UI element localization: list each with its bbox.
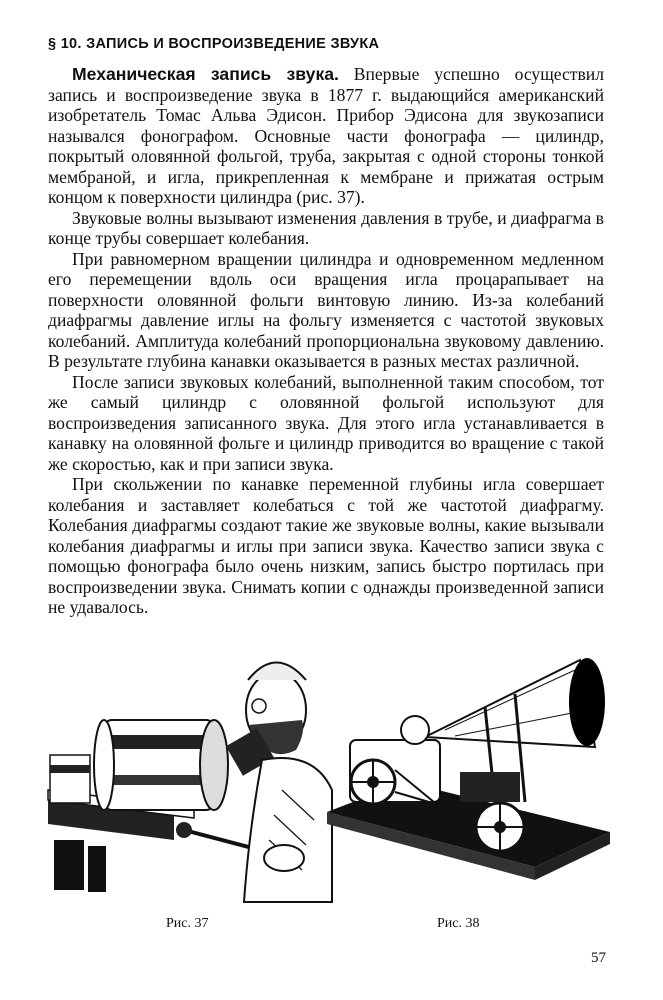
figure-37-caption: Рис. 37 xyxy=(166,916,209,931)
paragraph-text: При скольжении по канавке переменной глубины игла совершает колебания и заставляет колебаться с той же частотой диафрагму. Колебания диафрагмы создают такие же звуковые волны, какие вызывали колебания диафрагмы и иглы при записи звука. Качество записи звука с помощью фонографа было очень низким, запись быстро портилась при воспроизведении звука. Снимать копии с однажды произведенной записи не удавалось. xyxy=(48,474,604,617)
paragraph xyxy=(48,64,604,208)
paragraph xyxy=(48,372,604,475)
section-title: ЗАПИСЬ И ВОСПРОИЗВЕДЕНИЕ ЗВУКА xyxy=(86,36,380,52)
page-number: 57 xyxy=(591,950,606,966)
paragraph xyxy=(48,249,604,372)
paragraph-text: Впервые успешно осуществил запись и воспроизведение звука в 1877 г. выдающийся американский изобретатель Томас Альва Эдисон. Прибор Эдисона для звукозаписи назывался фонографом. Основные части фонографа — цилиндр, покрытый оловянной фольгой, труба, закрытая с одной стороны тонкой мембраной, и игла, прикрепленная к мембране и прижатая острым концом к поверхности цилиндра (рис. 37). xyxy=(48,64,604,207)
figure-38-caption: Рис. 38 xyxy=(437,916,480,931)
figure-38-illustration xyxy=(325,652,615,907)
body-text xyxy=(48,64,604,618)
paragraph xyxy=(48,474,604,618)
figure-37-illustration xyxy=(44,640,334,905)
paragraph-text: После записи звуковых колебаний, выполненной таким способом, тот же самый цилиндр с оловянной фольгой используют для воспроизведения записанного звука. Для этого игла устанавливается в канавку на оловянной фольге и цилиндр приводится во вращение с такой же скоростью, как и при записи звука. xyxy=(48,371,604,474)
section-number: § 10. xyxy=(48,36,82,52)
paragraph-text: При равномерном вращении цилиндра и одновременном медленном его перемещении вдоль оси вращения игла процарапывает на поверхности оловянной фольги винтовую линию. Из-за колебаний диафрагмы давление иглы на фольгу изменяется с частотой звуковых колебаний. Амплитуда колебаний пропорциональна звуковому давлению. В результате глубина канавки оказывается в разных местах различной. xyxy=(48,248,604,371)
paragraph-lead: Механическая запись звука. xyxy=(72,64,339,84)
paragraph xyxy=(48,208,604,249)
section-heading xyxy=(48,36,379,52)
paragraph-text: Звуковые волны вызывают изменения давления в трубе, и диафрагма в конце трубы совершает колебания. xyxy=(48,207,604,248)
